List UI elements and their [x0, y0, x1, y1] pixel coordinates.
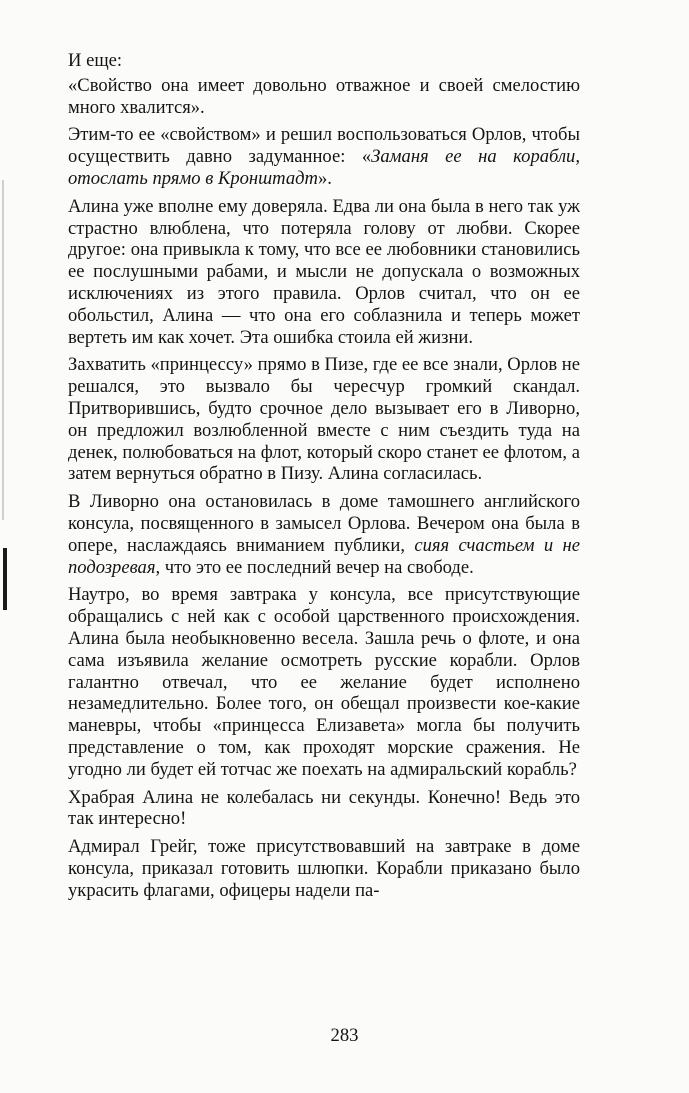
paragraph-text: Захватить «принцессу» прямо в Пизе, где ее все знали, Орлов не решался, это вызвало бы чересчур громкий скандал. Притворившись, будто срочное дело вызывает его в Ливорно, он предложил возлюбленной вместе с ним съездить туда на денек, полюбоваться на флот, который скоро станет ее флотом, а затем вернуться обратно в Пизу. Алина согласилась. — [68, 354, 580, 485]
paragraph-6 — [68, 491, 580, 578]
paragraph-3 — [68, 124, 580, 189]
paragraph-text: , что это ее последний вечер на свободе. — [155, 556, 474, 578]
scan-shadow — [2, 180, 4, 520]
paragraph-text: Наутро, во время завтрака у консула, все присутствующие обращались с ней как с особой царственного происхождения. Алина была необыкновенно весела. Зашла речь о флоте, и она сама изъявила желание осмотреть русские корабли. Орлов галантно отвечал, что ее желание будет исполнено незамедлительно. Более того, он обещал произвести кое-какие маневры, чтобы «принцесса Елизавета» могла бы получить представление о том, как проходят морские сражения. Не угодно ли будет ей тотчас же поехать на адмиральский корабль? — [68, 584, 580, 780]
paragraph-9 — [68, 836, 580, 901]
page-body — [68, 50, 580, 907]
paragraph-8 — [68, 787, 580, 831]
paragraph-text: Алина уже вполне ему доверяла. Едва ли она была в него так уж страстно влюблена, что потеряла голову от любви. Скорее другое: она привыкла к тому, что все ее любовники становились ее послушными рабами, и мысли не допускала о возможных исключениях из этого правила. Орлов считал, что он ее обольстил, Алина — что она его соблазнила и теперь может вертеть им как хочет. Эта ошибка стоила ей жизни. — [68, 195, 580, 348]
scan-binding-mark — [3, 548, 7, 610]
paragraph-5 — [68, 354, 580, 485]
italic-phrase: сияя счастьем и не подозревая — [68, 534, 580, 578]
paragraph-2 — [68, 75, 580, 119]
paragraph-4 — [68, 196, 580, 349]
paragraph-text: ». — [317, 167, 332, 189]
paragraph-text: Этим-то ее «свойством» и решил воспользоваться Орлов, чтобы осуществить давно задуманное: « — [68, 124, 580, 168]
paragraph-text: Адмирал Грейг, тоже присутствовавший на завтраке в доме консула, приказал готовить шлюпки. Корабли приказано было украсить флагами, офицеры надели па- — [68, 836, 580, 901]
italic-quote: Заманя ее на корабли, отослать прямо в Кронштадт — [68, 146, 580, 189]
paragraph-text: В Ливорно она остановилась в доме тамошнего английского консула, посвященного в замысел Орлова. Вечером она была в опере, наслаждаясь вниманием публики, — [68, 491, 580, 556]
paragraph-7 — [68, 584, 580, 780]
page-number: 283 — [330, 1025, 359, 1046]
paragraph-text: И еще: — [68, 50, 123, 71]
paragraph-1 — [68, 50, 580, 72]
paragraph-text: «Свойство она имеет довольно отважное и своей смелостию много хвалится». — [68, 74, 580, 118]
paragraph-text: Храбрая Алина не колебалась ни секунды. Конечно! Ведь это так интересно! — [68, 786, 580, 830]
